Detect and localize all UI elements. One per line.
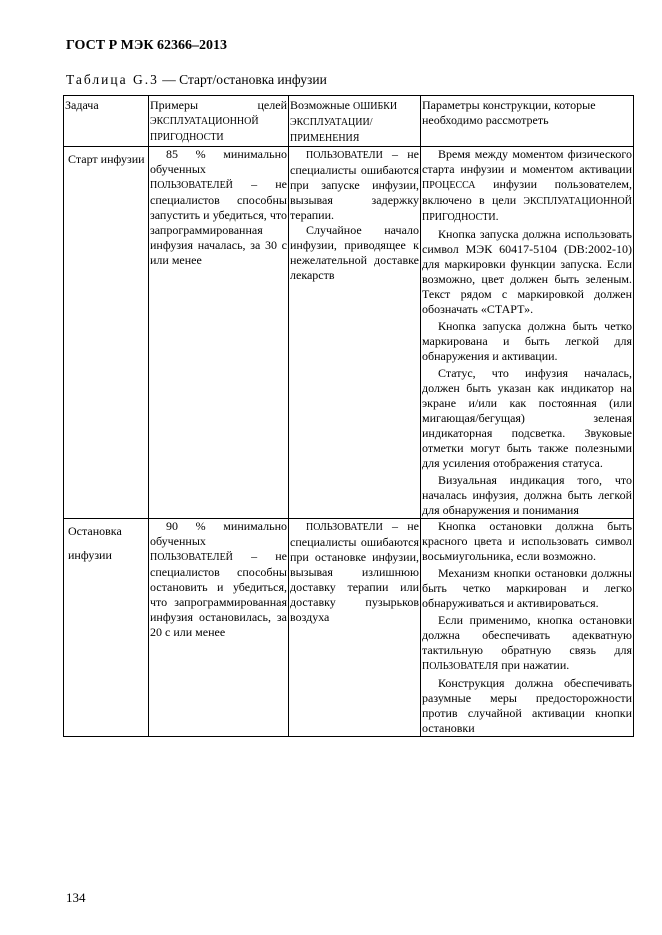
param-term: ПРОЦЕССА xyxy=(422,180,476,191)
task-text: Остановка инфузии xyxy=(68,524,122,562)
param-text-part: Статус, что инфузия началась, должен быть указан как индикатор на экране и/или как постоянная (или мигающая/бегущая) зеленая индикаторная подсветка. Звуковые отметки могут быть также полезными для усиления отображения статуса. xyxy=(422,366,632,470)
goal-text xyxy=(150,147,287,268)
param-paragraph xyxy=(422,319,632,364)
table-caption xyxy=(66,72,327,88)
error-paragraph xyxy=(290,519,419,625)
error-term: ПОЛЬЗОВАТЕЛИ xyxy=(306,150,383,161)
header-params xyxy=(421,96,634,147)
param-paragraph xyxy=(422,227,632,317)
goal-cell xyxy=(149,519,289,737)
param-paragraph xyxy=(422,676,632,736)
goal-cell xyxy=(149,147,289,519)
error-term: ПОЛЬЗОВАТЕЛИ xyxy=(306,522,383,533)
param-paragraph xyxy=(422,473,632,518)
error-text-part: – не специалисты ошибаются при запуске инфузии, вызывая задержку терапии. xyxy=(290,147,419,222)
param-text-part: Если применимо, кнопка остановки должна обеспечивать адекватную тактильную обратную связь для xyxy=(422,613,632,657)
infusion-table xyxy=(63,95,634,737)
errors-cell xyxy=(289,147,421,519)
error-text-part: Случайное начало инфузии, приводящее к нежелательной доставке лекарств xyxy=(290,223,419,282)
param-paragraph xyxy=(422,613,632,674)
header-params-text: Параметры конструкции, которые необходимо рассмотреть xyxy=(422,98,596,127)
header-errors xyxy=(289,96,421,147)
table-header-row xyxy=(64,96,634,147)
param-text-part: . xyxy=(495,209,499,223)
header-task-text: Задача xyxy=(65,98,99,112)
param-text-part: инфузии пользователем, включено в цели xyxy=(422,177,632,207)
goal-term: ПОЛЬЗОВАТЕЛЕЙ xyxy=(150,180,233,191)
param-term: ЭКСПЛУАТАЦИОННОЙ ПРИГОДНОСТИ xyxy=(422,196,632,223)
param-paragraph xyxy=(422,519,632,564)
param-term: ПОЛЬЗОВАТЕЛЯ xyxy=(422,661,499,672)
task-cell xyxy=(64,519,149,737)
header-errors-text: Возможные xyxy=(290,98,353,112)
error-paragraph xyxy=(290,147,419,223)
task-cell xyxy=(64,147,149,519)
goal-text-part: 90 % минимально обученных xyxy=(150,519,287,548)
table-caption-title: — Старт/остановка инфузии xyxy=(158,72,327,87)
params-cell xyxy=(421,147,634,519)
param-text-part: Кнопка запуска должна использовать символ МЭК 60417-5104 (DB:2002-10) для маркировки функции запуска. Если возможно, цвет должен быть зеленым. Текст рядом с маркировкой должен обозначать «СТАРТ». xyxy=(422,227,632,316)
header-errors-term: ОШИБКИ ЭКСПЛУАТАЦИИ/ПРИМЕНЕНИЯ xyxy=(290,101,398,144)
params-cell xyxy=(421,519,634,737)
table-row xyxy=(64,519,634,737)
param-paragraph xyxy=(422,147,632,225)
param-text-part: при нажатии. xyxy=(498,658,570,672)
goal-text-part: 85 % минимально обученных xyxy=(150,147,287,176)
header-task xyxy=(64,96,149,147)
document-header: ГОСТ Р МЭК 62366–2013 xyxy=(66,38,227,53)
header-goals-term: ЭКСПЛУАТАЦИОННОЙ ПРИГОДНОСТИ xyxy=(150,116,259,143)
param-text-part: Конструкция должна обеспечивать разумные меры предосторожности против случайной активации кнопки остановки xyxy=(422,676,632,735)
goal-text-part: – не специалистов способны остановить и убедиться, что запрограммированная инфузия остановилась, за 20 с или менее xyxy=(150,549,287,639)
error-paragraph xyxy=(290,223,419,283)
page-number: 134 xyxy=(66,890,86,905)
error-text-part: – не специалисты ошибаются при остановке инфузии, вызывая излишнюю доставку терапии или доставку пузырьков воздуха xyxy=(290,519,419,624)
goal-term: ПОЛЬЗОВАТЕЛЕЙ xyxy=(150,552,233,563)
param-text-part: Время между моментом физического старта инфузии и моментом активации xyxy=(422,147,632,176)
param-paragraph xyxy=(422,366,632,471)
param-text-part: Кнопка запуска должна быть четко маркирована и быть легкой для обнаружения и активации. xyxy=(422,319,632,363)
goal-text xyxy=(150,519,287,640)
table-caption-prefix: Таблица G.3 xyxy=(66,72,159,87)
errors-cell xyxy=(289,519,421,737)
param-text-part: Механизм кнопки остановки должны быть четко маркирован и легко обнаруживаться и активироваться. xyxy=(422,566,632,610)
table-row xyxy=(64,147,634,519)
goal-text-part: – не специалистов способны запустить и убедиться, что запрограммированная инфузия началась, за 30 с или менее xyxy=(150,177,287,267)
task-text: Старт инфузии xyxy=(68,152,145,166)
param-text-part: Визуальная индикация того, что началась инфузия, должна быть легкой для обнаружения и понимания xyxy=(422,473,632,517)
param-paragraph xyxy=(422,566,632,611)
header-goals-text: Примеры целей xyxy=(150,98,287,112)
param-text-part: Кнопка остановки должна быть красного цвета и использовать символ восьмиугольника, если возможно. xyxy=(422,519,632,563)
header-goals xyxy=(149,96,289,147)
